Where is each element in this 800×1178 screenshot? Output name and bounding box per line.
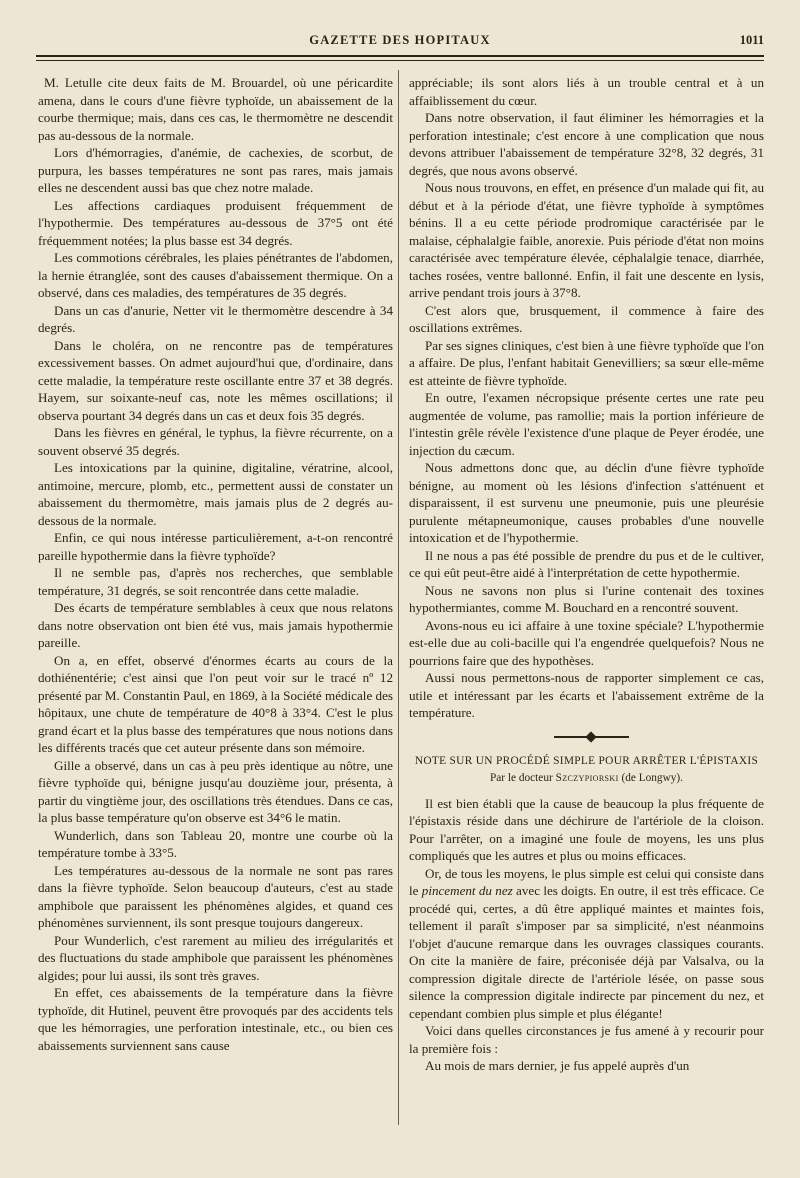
italic-term: pincement du nez	[421, 883, 513, 898]
paragraph: Dans les fièvres en général, le typhus, la fièvre récurrente, on a souvent observé 35 degrés.	[38, 425, 393, 458]
paragraph: En outre, l'examen nécropsique présente certes une rate peu augmentée de volume, pas ramollie; mais la portion inférieure de l'intestin grêle révèle l'existence d'une plaque de Peyer érodée, une injection du cæcum.	[409, 390, 764, 458]
text-run: avec les doigts. En outre, il est très efficace. Ce procédé qui, certes, a dû être appliqué maintes et maintes fois, tellement il paraît s'imposer par sa simplicité, n'est néanmoins l'objet d'aucune remarque dans les ouvrages classiques courants. On cite la manière de faire, préconisée déjà par Valsalva, ou la compression digitale directe de l'artériole lésée, on passe sous silence la compression digitale indirecte par pincement du nez, et cependant combien plus simple et plus élégante!	[409, 883, 765, 1021]
header-rule-thin	[36, 60, 764, 61]
paragraph: Les affections cardiaques produisent fréquemment de l'hypothermie. Des températures au-dessous de 37°5 ont été fréquemment notées; la plus basse est 34 degrés.	[38, 197, 393, 248]
paragraph: Des écarts de température semblables à ceux que nous relatons dans notre observation ont bien été vus, mais jamais hypothermie pareille.	[38, 600, 393, 650]
paragraph: Gille a observé, dans un cas à peu près identique au nôtre, une fièvre typhoïde qui, bénigne jusqu'au douzième jour, présenta, à partir du vingtième jour, des oscillations très étendues. Dans ce cas, la plus basse température qu'on observe est 34°6 le matin.	[38, 757, 393, 825]
paragraph: C'est alors que, brusquement, il commence à faire des oscillations extrêmes.	[409, 302, 764, 335]
paragraph: Dans notre observation, il faut éliminer les hémorragies et la perforation intestinale; c'est encore à une complication que nous devons attribuer l'abaissement de température 32°8, 32 degrés, 31 degrés, que nous avons observé.	[409, 110, 764, 178]
paragraph-continuation: appréciable; ils sont alors liés à un trouble central et à un affaiblissement du cœur.	[409, 75, 764, 108]
byline-prefix: Par le docteur	[490, 771, 553, 784]
paragraph: Dans le choléra, on ne rencontre pas de températures excessivement basses. On admet aujourd'hui que, d'ordinaire, dans cette maladie, la température reste oscillante entre 37 et 38 degrés. Hayem, sur soixante-neuf cas, note les mêmes oscillations; il observa pourtant 34 degrés dans un cas et deux fois 35 degrés.	[38, 337, 393, 423]
paragraph: Les commotions cérébrales, les plaies pénétrantes de l'abdomen, la hernie étranglée, sont des causes d'abaissement thermique. On a observé, dans ces maladies, des températures de 35 degrés.	[38, 250, 393, 300]
running-head	[36, 33, 764, 51]
header-rule-thick	[36, 55, 764, 57]
section-separator-ornament	[409, 728, 764, 746]
paragraph: Nous nous trouvons, en effet, en présence d'un malade qui fit, au début et à la période d'état, une fièvre typhoïde à symptômes bénins. Il a eu cette période prodromique caractérisée par le malaise, céphalalgie faible, anorexie. Puis période d'état non moins caractérisée avec température élevée, céphalalgie tenace, diarrhée, taches rosées, ventre ballonné. Enfin, il fait une descente en lysis, arrive pendant trois jours à 37°8.	[409, 180, 764, 300]
paragraph: Par ses signes cliniques, c'est bien à une fièvre typhoïde que l'on a affaire. De plus, l'enfant habitait Genevilliers; sa sœur elle-même est atteinte de fièvre typhoïde.	[409, 337, 764, 388]
paragraph: Il ne nous a pas été possible de prendre du pus et de le cultiver, ce qui eût peut-être aidé à l'interprétation de cette hypothermie.	[409, 547, 764, 580]
paragraph: M. Letulle cite deux faits de M. Brouardel, où une péricardite amena, dans le cours d'une fièvre typhoïde, un abaissement de la courbe thermique; mais, dans ces cas, le thermomètre ne descendit pas au-dessous de la normale.	[38, 75, 393, 143]
paragraph: Nous admettons donc que, au déclin d'une fièvre typhoïde bénigne, au moment où les lésions d'infection s'atténuent et disparaissent, il est survenu une pneumonie, puis une pleurésie purulente métapneumonique, causes probables d'une nouvelle intoxication et de l'hypothermie.	[409, 460, 764, 545]
paragraph: Avons-nous eu ici affaire à une toxine spéciale? L'hypothermie est-elle due au coli-bacille qui l'a engendrée quelquefois? Nous ne pourrions faire que des hypothèses.	[409, 617, 764, 668]
paragraph: Aussi nous permettons-nous de rapporter simplement ce cas, utile et intéressant par les écarts et l'abaissement extrême de la température.	[409, 670, 764, 720]
paragraph: Il ne semble pas, d'après nos recherches, que semblable température, 31 degrés, se soit rencontrée dans cette maladie.	[38, 565, 393, 598]
left-column	[38, 74, 393, 1054]
right-column	[409, 74, 764, 1075]
paragraph: Pour Wunderlich, c'est rarement au milieu des irrégularités et des fluctuations du stade amphibole que paraissent les phénomènes algides; pour lui aussi, ils sont très graves.	[38, 932, 393, 983]
paragraph: Enfin, ce qui nous intéresse particulièrement, a-t-on rencontré pareille hypothermie dans la fièvre typhoïde?	[38, 530, 393, 563]
paragraph: Voici dans quelles circonstances je fus amené à y recourir pour la première fois :	[409, 1023, 764, 1056]
paragraph: On a, en effet, observé d'énormes écarts au cours de la dothiénentérie; c'est ainsi que l'on peut voir sur le tracé nº 12 présenté par M. Constantin Paul, en 1869, à la Société médicale des hôpitaux, une chute de température de 40°8 à 33°4. C'est le plus grand écart et la plus basse des températures que nous notions dans les différents tracés que cet auteur présente dans son mémoire.	[38, 652, 393, 755]
text-run: Or, de tous les moyens, le plus simple est celui qui consiste dans le	[409, 865, 764, 898]
article-title: NOTE SUR UN PROCÉDÉ SIMPLE POUR ARRÊTER L'ÉPISTAXIS	[414, 754, 759, 767]
author-name: Szczypiorski	[555, 771, 619, 784]
journal-title: GAZETTE DES HOPITAUX	[309, 33, 491, 47]
paragraph: En effet, ces abaissements de la température dans la fièvre typhoïde, dit Hutinel, peuvent être provoqués par des accidents tels que les hémorragies, une perforation intestinale, etc., ou bien ces abaissements surviennent sans cause	[38, 985, 393, 1053]
paragraph: Les températures au-dessous de la normale ne sont pas rares dans la fièvre typhoïde. Selon beaucoup d'auteurs, c'est au stade amphibole que paraissent les phénomènes algides, et quand ces phénomènes surviennent, ils sont presque toujours dangereux.	[38, 862, 393, 930]
article-byline	[409, 771, 764, 785]
paragraph: Les intoxications par la quinine, digitaline, vératrine, alcool, antimoine, mercure, plomb, etc., permettent aussi de constater un abaissement du thermomètre, mais jamais plus de 2 degrés au-dessous de la normale.	[38, 460, 393, 528]
paragraph: Dans un cas d'anurie, Netter vit le thermomètre descendre à 34 degrés.	[38, 302, 393, 335]
paragraph: Lors d'hémorragies, d'anémie, de cachexies, de scorbut, de purpura, les basses températures ne sont pas rares, mais jamais elles ne descendent aussi bas que chez notre malade.	[38, 145, 393, 195]
byline-suffix: (de Longwy).	[621, 771, 683, 784]
paragraph: Au mois de mars dernier, je fus appelé auprès d'un	[425, 1058, 690, 1073]
paragraph: Il est bien établi que la cause de beaucoup la plus fréquente de l'épistaxis réside dans une déchirure de l'artériole de la cloison. Pour l'arrêter, on a imaginé une foule de moyens, les uns plus compliqués que les autres et plus ou moins efficaces.	[409, 795, 764, 863]
page-number: 1011	[739, 33, 764, 47]
paragraph: Nous ne savons non plus si l'urine contenait des toxines hypothermiantes, comme M. Bouchard en a rencontré souvent.	[409, 582, 764, 615]
paragraph-mixed	[409, 865, 764, 1023]
column-divider	[398, 70, 399, 1125]
paragraph: Wunderlich, dans son Tableau 20, montre une courbe où la température tombe à 33°5.	[38, 827, 393, 860]
